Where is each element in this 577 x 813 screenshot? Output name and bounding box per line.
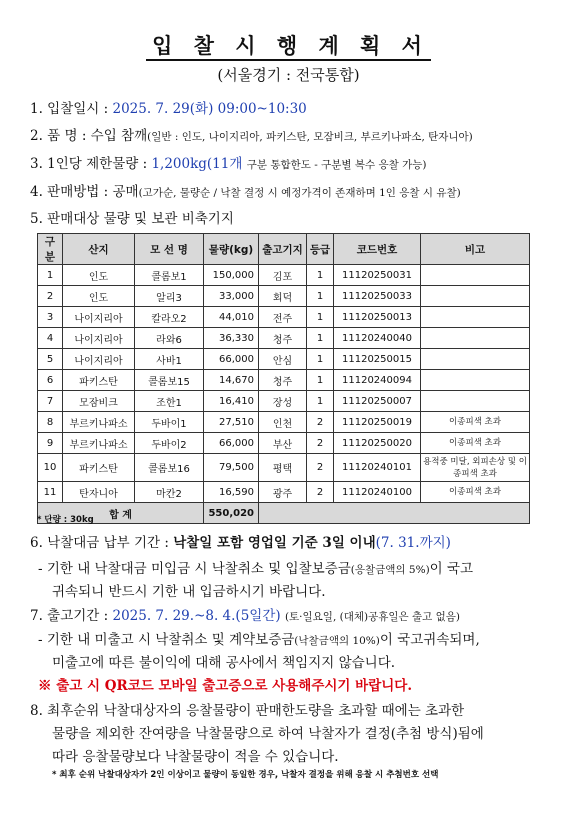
cell-depot: 평택 — [259, 454, 307, 482]
total-qty: 550,020 — [204, 503, 259, 524]
cell-ship: 콜롬보1 — [135, 265, 204, 286]
table-row — [38, 307, 530, 328]
table-header-row — [38, 234, 530, 265]
cell-grade: 2 — [307, 454, 334, 482]
cell-note — [421, 328, 530, 349]
final-bidder-line-3: 따라 응찰물량보다 낙찰물량이 적을 수 있습니다. — [52, 749, 339, 765]
total-label: 합 계 — [38, 503, 204, 524]
cell-qty: 79,500 — [204, 454, 259, 482]
cell-grade: 1 — [307, 391, 334, 412]
cell-ship: 두바이2 — [135, 433, 204, 454]
cell-note — [421, 265, 530, 286]
final-bidder-line-1: 8. 최후순위 낙찰대상자의 응찰물량이 판매한도량을 초과할 때에는 초과한 — [30, 703, 465, 719]
table-row — [38, 328, 530, 349]
cell-ship: 마칸2 — [135, 482, 204, 503]
cell-origin: 모잠비크 — [63, 391, 135, 412]
cell-qty: 16,590 — [204, 482, 259, 503]
cell-code: 11120250033 — [334, 286, 421, 307]
product-line: 2. 품 명 : 수입 참깨(일반 : 인도, 나이지리아, 파키스탄, 모잠비크, 부르키나파소, 탄자니아) — [30, 128, 473, 144]
cell-code: 11120250020 — [334, 433, 421, 454]
cell-qty: 14,670 — [204, 370, 259, 391]
cell-no: 7 — [38, 391, 63, 412]
cell-qty: 33,000 — [204, 286, 259, 307]
cell-qty: 36,330 — [204, 328, 259, 349]
cell-grade: 1 — [307, 265, 334, 286]
col-header: 등급 — [307, 234, 334, 265]
cell-depot: 김포 — [259, 265, 307, 286]
cell-no: 5 — [38, 349, 63, 370]
cell-qty: 150,000 — [204, 265, 259, 286]
cell-grade: 2 — [307, 412, 334, 433]
qr-warning: ※ 출고 시 QR코드 모바일 출고증으로 사용해주시기 바랍니다. — [38, 678, 413, 694]
cell-origin: 탄자니아 — [63, 482, 135, 503]
footnote: * 최후 순위 낙찰대상자가 2인 이상이고 물량이 동일한 경우, 낙찰자 결정을 위해 응찰 시 추첨번호 선택 — [52, 770, 439, 780]
cell-note — [421, 349, 530, 370]
col-header: 코드번호 — [334, 234, 421, 265]
col-header: 구분 — [38, 234, 63, 265]
cell-no: 4 — [38, 328, 63, 349]
document-title: 입 찰 시 행 계 획 서 — [0, 30, 577, 60]
cell-code: 11120250013 — [334, 307, 421, 328]
cell-qty: 16,410 — [204, 391, 259, 412]
cell-origin: 나이지리아 — [63, 307, 135, 328]
shipping-period-line: 7. 출고기간 : 2025. 7. 29.~8. 4.(5일간) (토·일요일, (대체)공휴일은 출고 없음) — [30, 608, 461, 624]
bid-date-line: 1. 입찰일시 : 2025. 7. 29(화) 09:00~10:30 — [30, 101, 307, 117]
cell-grade: 1 — [307, 349, 334, 370]
cell-depot: 장성 — [259, 391, 307, 412]
cell-no: 10 — [38, 454, 63, 482]
table-row — [38, 433, 530, 454]
cell-depot: 인천 — [259, 412, 307, 433]
payment-notice-line: - 기한 내 낙찰대금 미입금 시 낙찰취소 및 입찰보증금(응찰금액의 5%)이 국고 — [38, 561, 474, 577]
cell-ship: 라와6 — [135, 328, 204, 349]
cell-note: 이종피색 초과 — [421, 433, 530, 454]
cell-origin: 부르키나파소 — [63, 412, 135, 433]
cell-origin: 나이지리아 — [63, 349, 135, 370]
table-row — [38, 370, 530, 391]
cell-grade: 1 — [307, 286, 334, 307]
payment-period-line: 6. 낙찰대금 납부 기간 : 낙찰일 포함 영업일 기준 3일 이내(7. 31.까지) — [30, 535, 451, 551]
cell-note: 이종피색 초과 — [421, 412, 530, 433]
cell-origin: 파키스탄 — [63, 454, 135, 482]
cell-code: 11120240094 — [334, 370, 421, 391]
cell-note — [421, 391, 530, 412]
cell-origin: 인도 — [63, 286, 135, 307]
cell-no: 2 — [38, 286, 63, 307]
cell-depot: 청주 — [259, 370, 307, 391]
limit-line: 3. 1인당 제한물량 : 1,200kg(11개 구분 통합한도 - 구분별 복수 응찰 가능) — [30, 156, 427, 172]
table-row — [38, 265, 530, 286]
cell-origin: 인도 — [63, 265, 135, 286]
cell-code: 11120250007 — [334, 391, 421, 412]
cell-note: 이종피색 초과 — [421, 482, 530, 503]
cell-grade: 1 — [307, 328, 334, 349]
cell-no: 3 — [38, 307, 63, 328]
cell-ship: 칼라오2 — [135, 307, 204, 328]
target-heading: 5. 판매대상 물량 및 보관 비축기지 — [30, 211, 234, 227]
cell-no: 1 — [38, 265, 63, 286]
cell-grade: 2 — [307, 482, 334, 503]
cell-depot: 청주 — [259, 328, 307, 349]
cell-depot: 회덕 — [259, 286, 307, 307]
cell-no: 11 — [38, 482, 63, 503]
cell-ship: 알리3 — [135, 286, 204, 307]
total-blank — [259, 503, 530, 524]
cell-no: 9 — [38, 433, 63, 454]
col-header: 비고 — [421, 234, 530, 265]
cell-depot: 전주 — [259, 307, 307, 328]
table-row — [38, 286, 530, 307]
cell-note — [421, 370, 530, 391]
table-row — [38, 412, 530, 433]
cell-ship: 두바이1 — [135, 412, 204, 433]
cell-no: 8 — [38, 412, 63, 433]
cell-origin: 파키스탄 — [63, 370, 135, 391]
cell-code: 11120250019 — [334, 412, 421, 433]
cell-note: 용적중 미달, 외피손상 및 이종피색 초과 — [421, 454, 530, 482]
final-bidder-line-2: 물량을 제외한 잔여량을 낙찰물량으로 하여 낙찰자가 결정(추첨 방식)됨에 — [52, 726, 484, 742]
col-header: 산지 — [63, 234, 135, 265]
col-header: 출고기지 — [259, 234, 307, 265]
cell-code: 11120250015 — [334, 349, 421, 370]
cell-note — [421, 286, 530, 307]
shipping-notice-line: - 기한 내 미출고 시 낙찰취소 및 계약보증금(낙찰금액의 10%)이 국고귀속되며, — [38, 632, 480, 648]
table-row — [38, 349, 530, 370]
cell-no: 6 — [38, 370, 63, 391]
cell-note — [421, 307, 530, 328]
cell-qty: 44,010 — [204, 307, 259, 328]
cell-depot: 광주 — [259, 482, 307, 503]
cell-grade: 1 — [307, 370, 334, 391]
inventory-table — [37, 233, 530, 524]
col-header: 모 선 명 — [135, 234, 204, 265]
payment-notice-line-2: 귀속되니 반드시 기한 내 입금하시기 바랍니다. — [52, 584, 326, 600]
table-row — [38, 454, 530, 482]
table-row — [38, 482, 530, 503]
cell-code: 11120240100 — [334, 482, 421, 503]
total-row — [38, 503, 530, 524]
cell-ship: 콜롬보16 — [135, 454, 204, 482]
cell-depot: 안심 — [259, 349, 307, 370]
cell-qty: 66,000 — [204, 433, 259, 454]
cell-code: 11120240101 — [334, 454, 421, 482]
col-header: 물량(kg) — [204, 234, 259, 265]
cell-code: 11120240040 — [334, 328, 421, 349]
cell-qty: 66,000 — [204, 349, 259, 370]
cell-qty: 27,510 — [204, 412, 259, 433]
cell-grade: 1 — [307, 307, 334, 328]
cell-ship: 조한1 — [135, 391, 204, 412]
cell-origin: 부르키나파소 — [63, 433, 135, 454]
unit-note: * 단량 : 30kg — [37, 515, 94, 525]
document-subtitle: (서울경기 : 전국통합) — [217, 66, 360, 84]
cell-depot: 부산 — [259, 433, 307, 454]
table-row — [38, 391, 530, 412]
shipping-notice-line-2: 미출고에 따른 불이익에 대해 공사에서 책임지지 않습니다. — [52, 655, 396, 671]
sale-method-line: 4. 판매방법 : 공매(고가순, 물량순 / 낙찰 결정 시 예정가격이 존재하며 1인 응찰 시 유찰) — [30, 184, 461, 200]
cell-origin: 나이지리아 — [63, 328, 135, 349]
cell-ship: 콜롬보15 — [135, 370, 204, 391]
cell-ship: 사바1 — [135, 349, 204, 370]
cell-code: 11120250031 — [334, 265, 421, 286]
cell-grade: 2 — [307, 433, 334, 454]
